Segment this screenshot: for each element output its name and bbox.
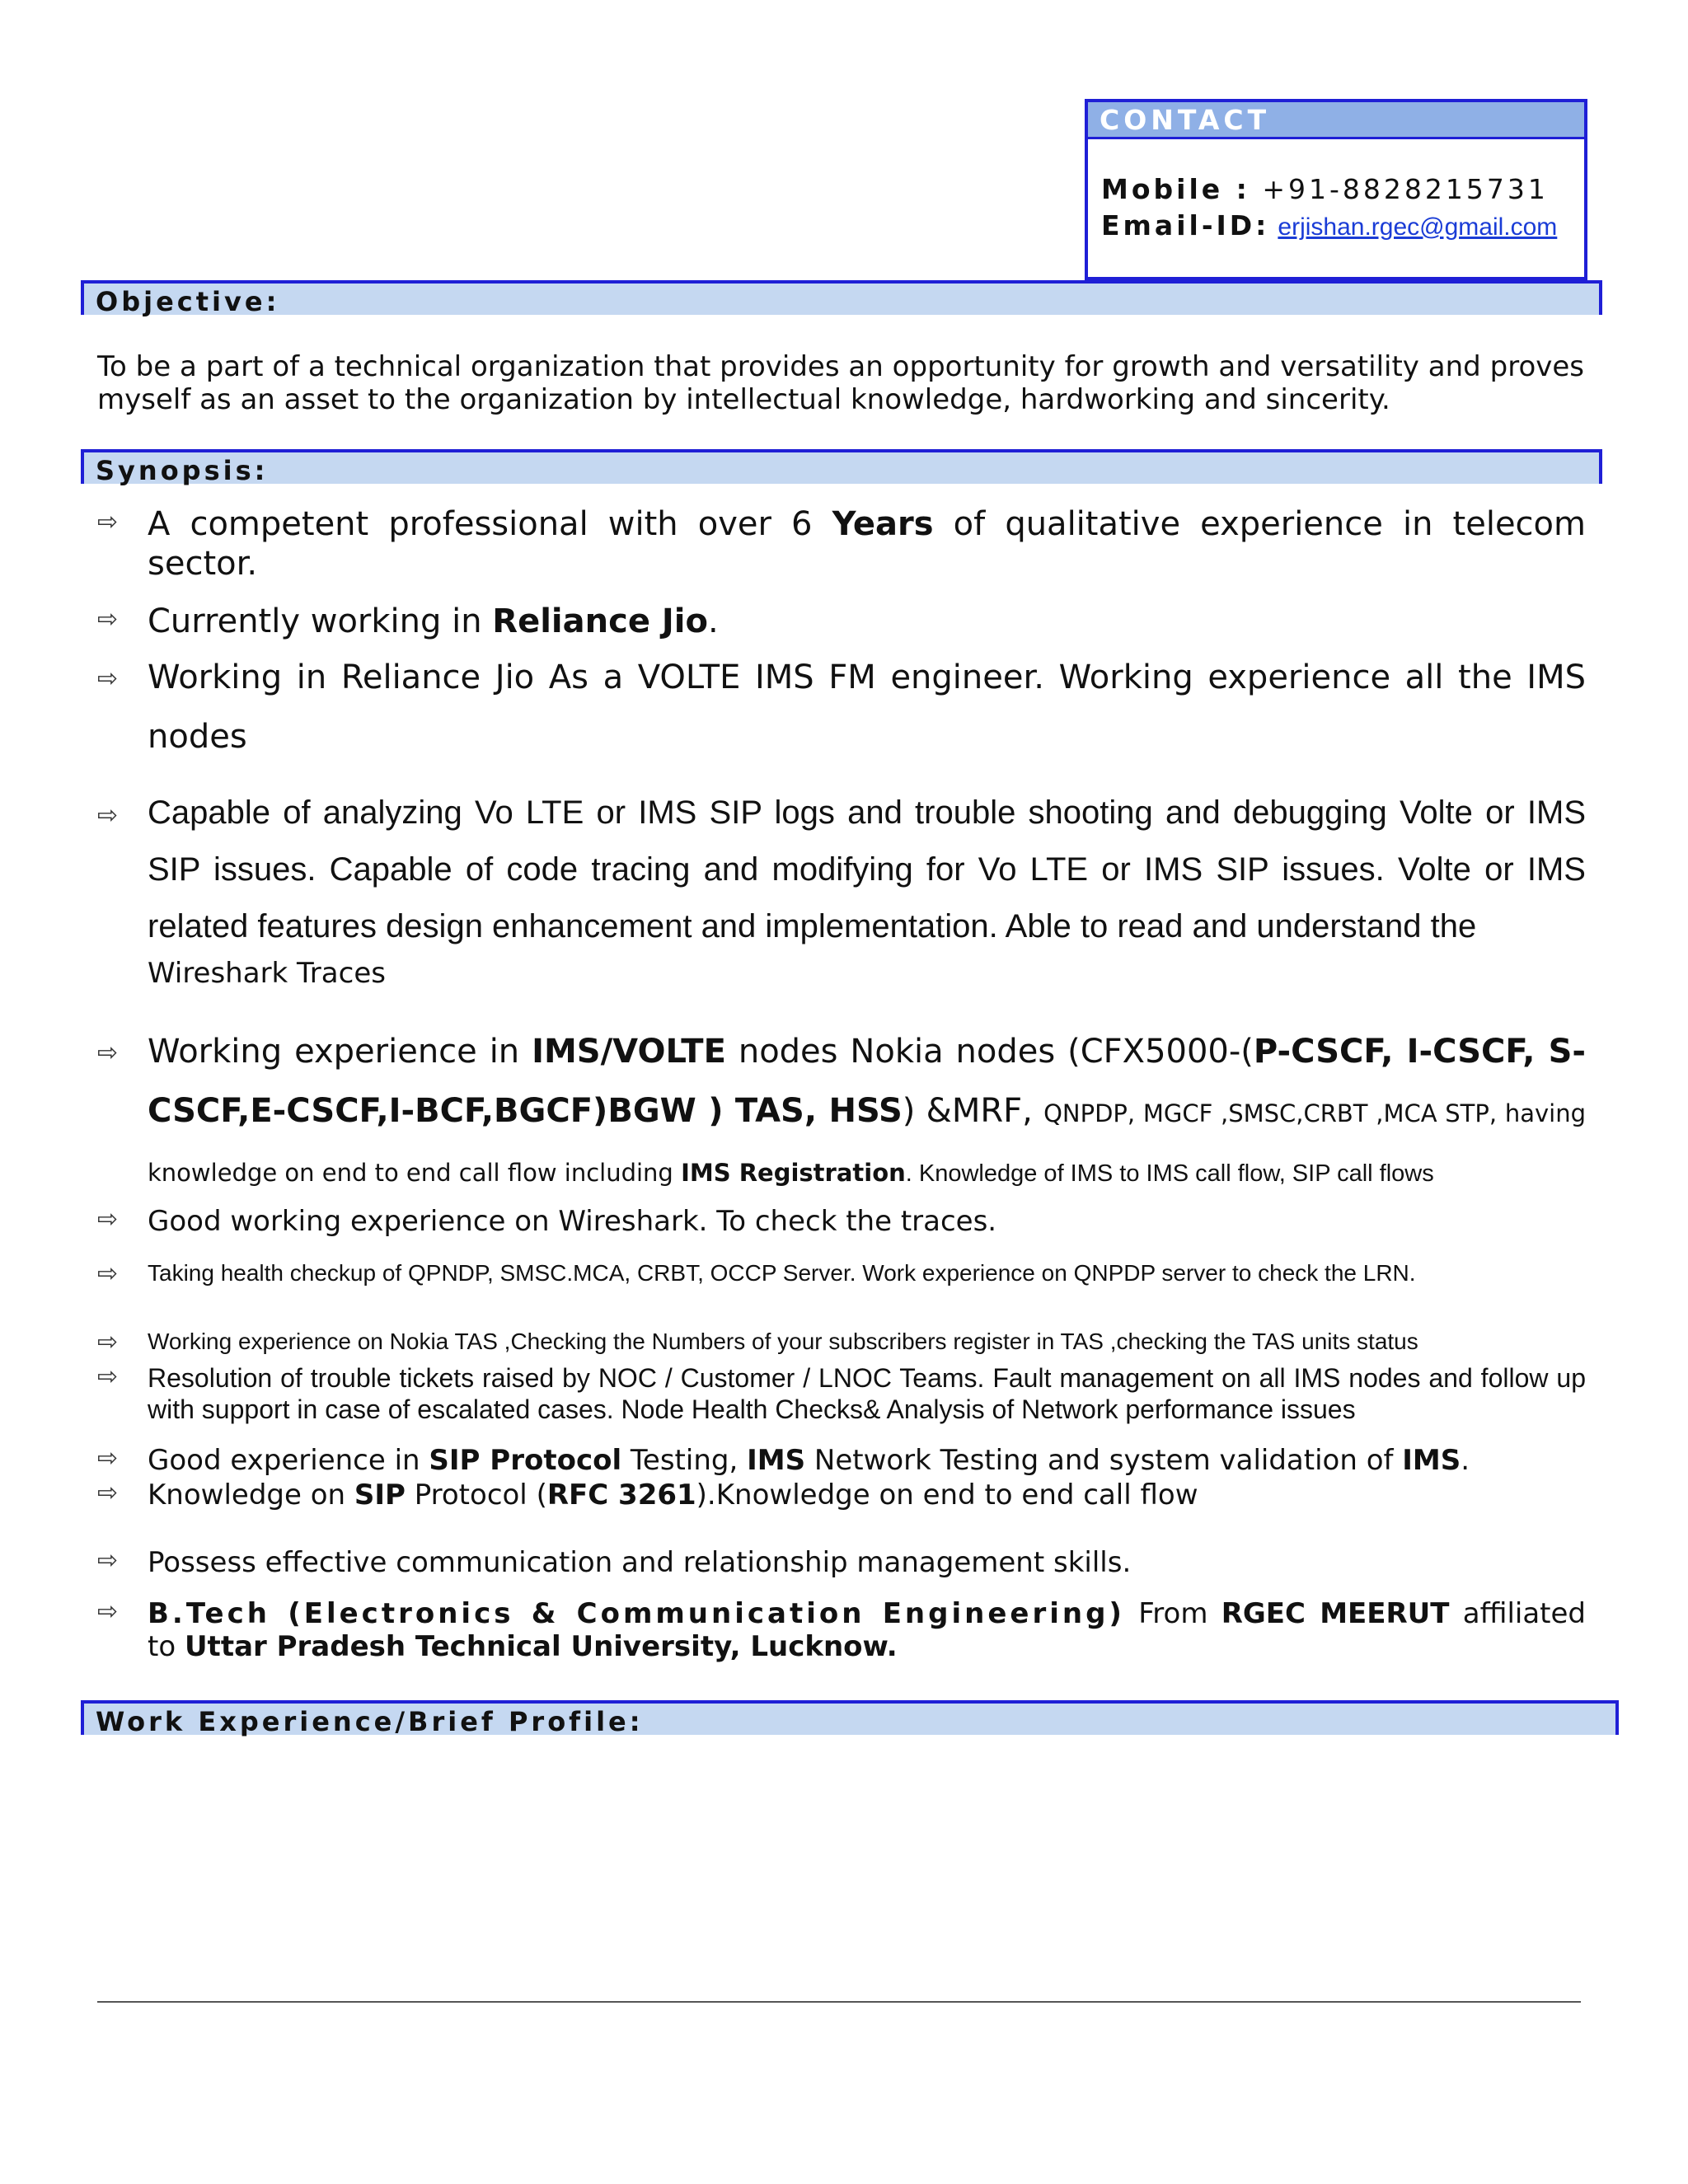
right-arrow-outline-icon: ⇨ bbox=[97, 1546, 119, 1575]
list-item: ⇨ Capable of analyzing Vo LTE or IMS SIP logs and trouble shooting and debugging Volte or IMS SIP issues. Capable of code tracing and modifying for Vo LTE or IMS SIP issues. Volte or IMS related features design enhancement and implementation. Able to read and understand the Wireshark Traces bbox=[97, 794, 1586, 990]
right-arrow-outline-icon: ⇨ bbox=[97, 605, 119, 634]
mobile-label: Mobile : bbox=[1101, 173, 1250, 205]
right-arrow-outline-icon: ⇨ bbox=[97, 1479, 119, 1507]
list-item: ⇨ A competent professional with over 6 Years of qualitative experience in telecom sector. bbox=[97, 505, 1586, 583]
email-link[interactable]: erjishan.rgec@gmail.com bbox=[1278, 213, 1558, 241]
objective-heading: Objective: bbox=[96, 286, 280, 317]
list-item: ⇨ Good experience in SIP Protocol Testing, IMS Network Testing and system validation of IMS. bbox=[97, 1444, 1470, 1477]
list-item: ⇨ Working experience in IMS/VOLTE nodes Nokia nodes (CFX5000-(P-CSCF, I-CSCF, S-CSCF,E-CSCF,I-BCF,BGCF)BGW ) TAS, HSS) &MRF, QNPDP, MGCF ,SMSC,CRBT ,MCA STP, having knowledge on end to end call flow including IMS Registration. Knowledge of IMS to IMS call flow, SIP call flows bbox=[97, 1033, 1587, 1187]
mobile-line bbox=[1101, 173, 1549, 205]
right-arrow-outline-icon: ⇨ bbox=[97, 1444, 119, 1473]
work-experience-header bbox=[81, 1700, 1619, 1735]
list-item: ⇨ Resolution of trouble tickets raised by NOC / Customer / LNOC Teams. Fault management on all IMS nodes and follow up with support in case of escalated cases. Node Health Checks& Analysis of Network performance issues bbox=[97, 1362, 1586, 1424]
list-item: ⇨ Taking health checkup of QPNDP, SMSC.MCA, CRBT, OCCP Server. Work experience on QNPDP server to check the LRN. bbox=[97, 1259, 1416, 1288]
right-arrow-outline-icon: ⇨ bbox=[97, 1038, 119, 1067]
objective-header bbox=[81, 280, 1602, 315]
list-item: ⇨ Possess effective communication and relationship management skills. bbox=[97, 1546, 1132, 1579]
footer-divider bbox=[97, 2001, 1581, 2003]
objective-text: To be a part of a technical organization that provides an opportunity for growth and versatility and proves myself as an asset to the organization by intellectual knowledge, hardworking and sincerity. bbox=[97, 350, 1584, 416]
synopsis-heading: Synopsis: bbox=[96, 455, 269, 486]
right-arrow-outline-icon: ⇨ bbox=[97, 1362, 119, 1391]
work-experience-heading: Work Experience/Brief Profile: bbox=[96, 1706, 644, 1737]
right-arrow-outline-icon: ⇨ bbox=[97, 1597, 119, 1626]
email-label: Email-ID: bbox=[1101, 209, 1270, 241]
contact-box bbox=[1085, 99, 1587, 280]
list-item: ⇨ Currently working in Reliance Jio. bbox=[97, 602, 719, 640]
list-item: ⇨ Working in Reliance Jio As a VOLTE IMS FM engineer. Working experience all the IMS nodes bbox=[97, 658, 1586, 756]
list-item: ⇨ Knowledge on SIP Protocol (RFC 3261).Knowledge on end to end call flow bbox=[97, 1479, 1198, 1511]
list-item: ⇨ Good working experience on Wireshark. To check the traces. bbox=[97, 1205, 997, 1238]
list-item: ⇨ Working experience on Nokia TAS ,Checking the Numbers of your subscribers register in TAS ,checking the TAS units status bbox=[97, 1328, 1418, 1357]
right-arrow-outline-icon: ⇨ bbox=[97, 508, 119, 537]
list-item: ⇨ B.Tech (Electronics & Communication Engineering) From RGEC MEERUT affiliated to Uttar Pradesh Technical University, Lucknow. bbox=[97, 1597, 1587, 1663]
right-arrow-outline-icon: ⇨ bbox=[97, 664, 119, 693]
contact-title: CONTACT bbox=[1088, 102, 1584, 139]
synopsis-header bbox=[81, 449, 1602, 484]
mobile-value: +91-8828215731 bbox=[1262, 173, 1549, 205]
right-arrow-outline-icon: ⇨ bbox=[97, 801, 119, 830]
right-arrow-outline-icon: ⇨ bbox=[97, 1328, 119, 1357]
right-arrow-outline-icon: ⇨ bbox=[97, 1259, 119, 1288]
email-line bbox=[1101, 209, 1557, 241]
right-arrow-outline-icon: ⇨ bbox=[97, 1205, 119, 1234]
